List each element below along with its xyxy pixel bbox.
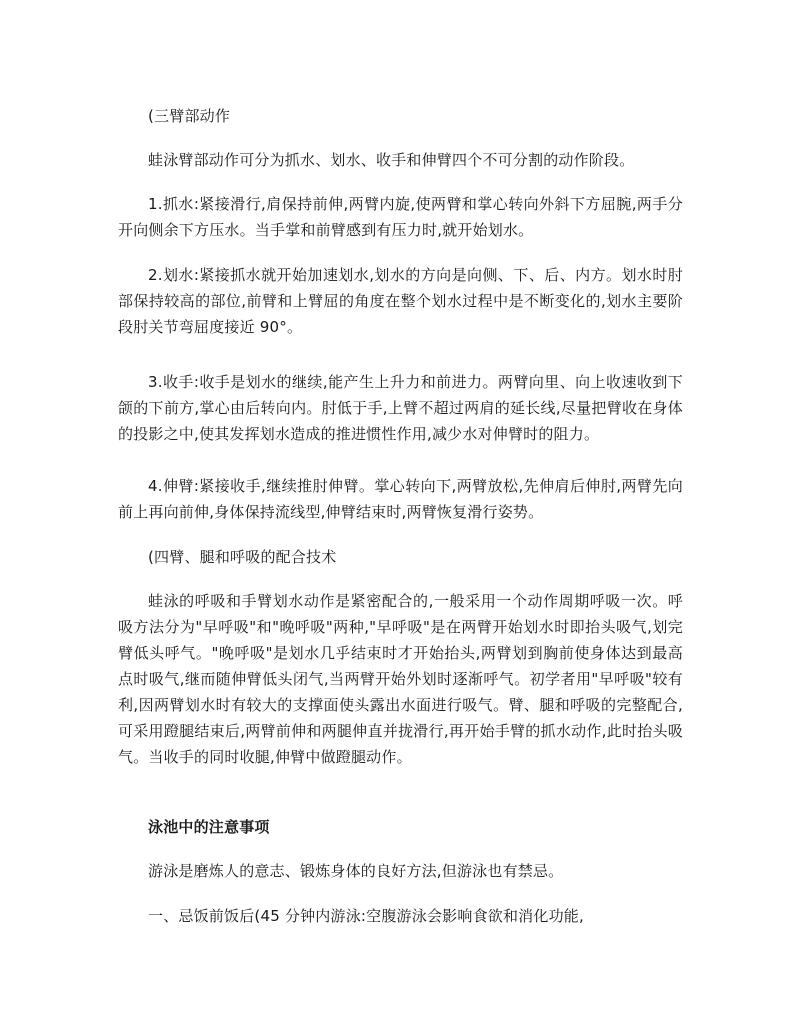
section-heading-coordination: (四臂、腿和呼吸的配合技术 bbox=[148, 548, 337, 566]
paragraph-arm-overview: 蛙泳臂部动作可分为抓水、划水、收手和伸臂四个不可分割的动作阶段。 bbox=[148, 151, 635, 169]
section-heading-arm-movement: (三臂部动作 bbox=[148, 107, 231, 125]
paragraph-breathing: 蛙泳的呼吸和手臂划水动作是紧密配合的,一般采用一个动作周期呼吸一次。呼吸方法分为"早呼吸"和"晚呼吸"两种,"早呼吸"是在两臂开始划水时即抬头吸气,划完臂低头呼气。"晚呼吸"是划水几乎结束时才开始抬头,两臂划到胸前使身体达到最高点时吸气,继而随伸臂低头闭气,当两臂开始外划时逐渐呼气。初学者用"早呼吸"较有利,因两臂划水时有较大的支撑面使头露出水面进行吸气。臂、腿和呼吸的完整配合,可采用蹬腿结束后,两臂前伸和两腿伸直并拢滑行,再开始手臂的抓水动作,此时抬头吸气。当收手的同时收腿,伸臂中做蹬腿动作。 bbox=[118, 592, 683, 766]
paragraph-catch: 1.抓水:紧接滑行,肩保持前伸,两臂内旋,使两臂和掌心转向外斜下方屈腕,两手分开向侧余下方压水。当手掌和前臂感到有压力时,就开始划水。 bbox=[118, 195, 683, 239]
paragraph-recovery: 3.收手:收手是划水的继续,能产生上升力和前进力。两臂向里、向上收速收到下颌的下前方,掌心由后转向内。肘低于手,上臂不超过两肩的延长线,尽量把臂收在身体的投影之中,使其发挥划水造成的推进惯性作用,减少水对伸臂时的阻力。 bbox=[118, 373, 683, 443]
paragraph-pull: 2.划水:紧接抓水就开始加速划水,划水的方向是向侧、下、后、内方。划水时肘部保持较高的部位,前臂和上臂屈的角度在整个划水过程中是不断变化的,划水主要阶段肘关节弯屈度接近 90°。 bbox=[118, 266, 683, 336]
paragraph-extension: 4.伸臂:紧接收手,继续推肘伸臂。掌心转向下,两臂放松,先伸肩后伸肘,两臂先向前上再向前伸,身体保持流线型,伸臂结束时,两臂恢复滑行姿势。 bbox=[118, 477, 683, 521]
paragraph-pool-intro: 游泳是磨炼人的意志、锻炼身体的良好方法,但游泳也有禁忌。 bbox=[148, 862, 564, 880]
paragraph-rule-one: 一、忌饭前饭后(45 分钟内游泳:空腹游泳会影响食欲和消化功能, bbox=[148, 907, 584, 925]
section-heading-pool-precautions: 泳池中的注意事项 bbox=[148, 818, 270, 836]
